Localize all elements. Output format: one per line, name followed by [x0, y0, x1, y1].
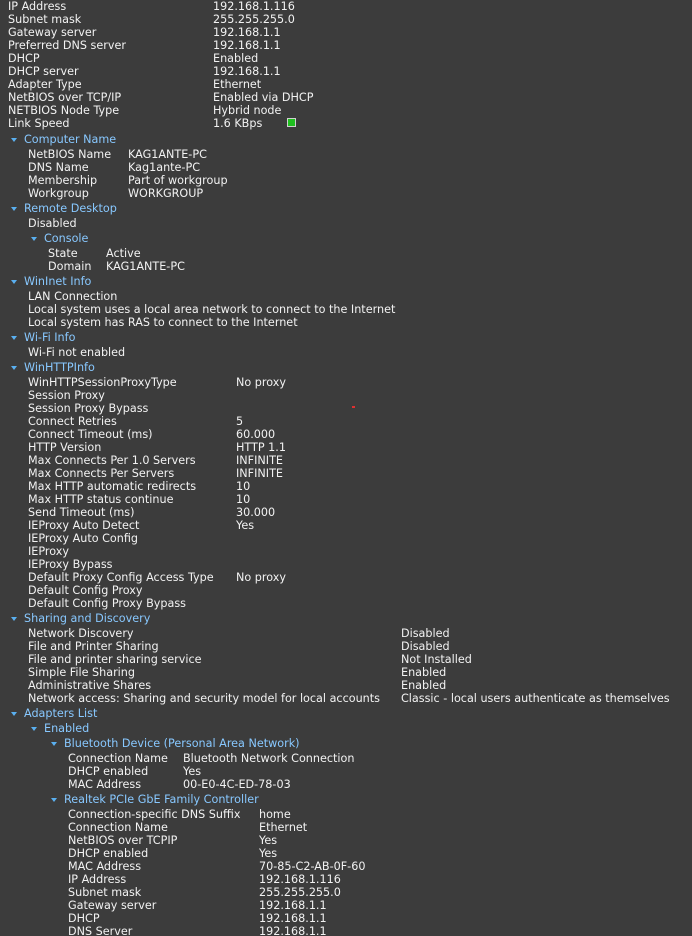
winhttp-row [0, 532, 692, 545]
row-label: IEProxy Auto Detect [28, 519, 140, 532]
row-label: Network access: Sharing and security model for local accounts [28, 692, 380, 705]
row-value: 1.6 KBps [213, 117, 263, 130]
winhttp-row [0, 454, 692, 467]
row-label: Subnet mask [8, 13, 82, 26]
row-label: Simple File Sharing [28, 666, 135, 679]
sharing-row [0, 666, 692, 679]
row-label: Gateway server [68, 899, 157, 912]
row-value: No proxy [236, 571, 286, 584]
row-label: WinHTTPSessionProxyType [28, 376, 177, 389]
row-value: Yes [259, 847, 278, 860]
top-info-row [0, 91, 692, 104]
section-title: WinInet Info [24, 275, 92, 288]
row-value: Yes [236, 519, 255, 532]
section-title: Adapters List [24, 707, 98, 720]
row-label: Max Connects Per 1.0 Servers [28, 454, 196, 467]
section-adapters-list[interactable] [0, 707, 692, 720]
row-label: Connection-specific DNS Suffix [68, 808, 241, 821]
sharing-row [0, 627, 692, 640]
winhttp-row [0, 428, 692, 441]
row-value: 60.000 [236, 428, 276, 441]
wininet-line [0, 303, 692, 316]
row-value: Disabled [401, 627, 450, 640]
expand-arrow-icon[interactable] [51, 798, 57, 802]
row-label: DNS Server [68, 925, 133, 936]
adapter-realtek[interactable] [0, 793, 692, 806]
expand-arrow-icon[interactable] [51, 742, 57, 746]
top-info-row [0, 0, 692, 13]
row-value: Disabled [401, 640, 450, 653]
row-value: 10 [236, 493, 251, 506]
row-label: File and Printer Sharing [28, 640, 159, 653]
row-value: INFINITE [236, 467, 283, 480]
row-label: DHCP enabled [68, 847, 149, 860]
wifi-line [0, 346, 692, 359]
row-value: Ethernet [213, 78, 262, 91]
row-label: Default Config Proxy [28, 584, 143, 597]
winhttp-row [0, 558, 692, 571]
row-value: 192.168.1.1 [213, 65, 281, 78]
row-value: 192.168.1.1 [213, 39, 281, 52]
top-info-row [0, 117, 692, 130]
realtek-row [0, 899, 692, 912]
row-value: 30.000 [236, 506, 276, 519]
section-winhttp-info[interactable] [0, 361, 692, 374]
row-value: 192.168.1.1 [259, 912, 327, 925]
expand-arrow-icon[interactable] [11, 617, 17, 621]
section-console[interactable] [0, 232, 692, 245]
winhttp-row [0, 519, 692, 532]
row-value: 192.168.1.1 [259, 899, 327, 912]
section-title: Sharing and Discovery [24, 612, 151, 625]
row-value: No proxy [236, 376, 286, 389]
row-label: Adapter Type [8, 78, 82, 91]
section-computer-name[interactable] [0, 133, 692, 146]
section-title: Bluetooth Device (Personal Area Network) [64, 737, 300, 750]
row-value: KAG1ANTE-PC [106, 260, 185, 273]
row-value: 255.255.255.0 [213, 13, 295, 26]
bluetooth-row [0, 752, 692, 765]
realtek-row [0, 834, 692, 847]
row-label: IP Address [68, 873, 127, 886]
top-info-row [0, 78, 692, 91]
row-value: Enabled [213, 52, 259, 65]
row-value: Classic - local users authenticate as themselves [401, 692, 670, 705]
row-label: IEProxy [28, 545, 70, 558]
expand-arrow-icon[interactable] [11, 207, 17, 211]
expand-arrow-icon[interactable] [11, 138, 17, 142]
wininet-line [0, 290, 692, 303]
winhttp-row [0, 493, 692, 506]
top-info-row [0, 13, 692, 26]
section-wininet-info[interactable] [0, 275, 692, 288]
realtek-row [0, 925, 692, 936]
red-mark [352, 406, 355, 408]
expand-arrow-icon[interactable] [11, 336, 17, 340]
row-value: Yes [183, 765, 202, 778]
row-value: Enabled [401, 666, 447, 679]
realtek-row [0, 873, 692, 886]
row-value: Bluetooth Network Connection [183, 752, 355, 765]
row-label: Connection Name [68, 752, 168, 765]
section-adapters-enabled[interactable] [0, 722, 692, 735]
sharing-row [0, 640, 692, 653]
row-value: Part of workgroup [128, 174, 228, 187]
row-value: 192.168.1.116 [213, 0, 295, 13]
bluetooth-row [0, 765, 692, 778]
winhttp-row [0, 467, 692, 480]
row-label: Connection Name [68, 821, 168, 834]
row-label: Gateway server [8, 26, 97, 39]
section-title: Console [44, 232, 89, 245]
row-label: Session Proxy Bypass [28, 402, 149, 415]
row-label: NetBIOS Name [28, 148, 112, 161]
section-remote-desktop[interactable] [0, 202, 692, 215]
info-text: LAN Connection [28, 290, 118, 303]
row-label: DHCP [8, 52, 40, 65]
sharing-row [0, 692, 692, 705]
row-label: Max HTTP status continue [28, 493, 174, 506]
row-label: Connect Timeout (ms) [28, 428, 153, 441]
computer-name-row [0, 161, 692, 174]
row-value: WORKGROUP [128, 187, 204, 200]
realtek-row [0, 912, 692, 925]
row-value: Hybrid node [213, 104, 282, 117]
remote-desktop-status [0, 217, 692, 230]
section-title: Remote Desktop [24, 202, 117, 215]
info-text: Wi-Fi not enabled [28, 346, 126, 359]
realtek-row [0, 847, 692, 860]
row-label: Administrative Shares [28, 679, 152, 692]
section-wifi-info[interactable] [0, 331, 692, 344]
winhttp-row [0, 376, 692, 389]
row-value: Active [106, 247, 141, 260]
row-value: Kag1ante-PC [128, 161, 201, 174]
row-value: 10 [236, 480, 251, 493]
row-label: Membership [28, 174, 98, 187]
winhttp-row [0, 584, 692, 597]
sharing-row [0, 653, 692, 666]
row-label: Default Proxy Config Access Type [28, 571, 214, 584]
row-label: DHCP enabled [68, 765, 149, 778]
row-label: MAC Address [68, 860, 142, 873]
computer-name-row [0, 174, 692, 187]
row-label: MAC Address [68, 778, 142, 791]
realtek-row [0, 808, 692, 821]
row-label: Session Proxy [28, 389, 105, 402]
row-value: Yes [259, 834, 278, 847]
realtek-row [0, 886, 692, 899]
adapter-bluetooth[interactable] [0, 737, 692, 750]
row-label: Domain [48, 260, 92, 273]
winhttp-row [0, 571, 692, 584]
winhttp-row [0, 506, 692, 519]
row-label: IEProxy Bypass [28, 558, 113, 571]
section-title: Computer Name [24, 133, 117, 146]
winhttp-row [0, 597, 692, 610]
row-value: 192.168.1.1 [259, 925, 327, 936]
section-title: Enabled [44, 722, 90, 735]
row-label: DHCP server [8, 65, 79, 78]
section-title: Wi-Fi Info [24, 331, 76, 344]
row-label: Preferred DNS server [8, 39, 126, 52]
link-speed-indicator-icon [287, 118, 296, 127]
row-label: DHCP [68, 912, 100, 925]
info-text: Local system uses a local area network to connect to the Internet [28, 303, 396, 316]
row-label: Send Timeout (ms) [28, 506, 135, 519]
row-label: Default Config Proxy Bypass [28, 597, 186, 610]
row-label: IP Address [8, 0, 67, 13]
expand-arrow-icon[interactable] [11, 280, 17, 284]
top-info-row [0, 52, 692, 65]
sharing-row [0, 679, 692, 692]
computer-name-row [0, 148, 692, 161]
row-label: NetBIOS over TCPIP [68, 834, 178, 847]
row-label: Max HTTP automatic redirects [28, 480, 197, 493]
top-info-row [0, 39, 692, 52]
row-label: Network Discovery [28, 627, 134, 640]
info-text: Disabled [28, 217, 77, 230]
row-label: State [48, 247, 78, 260]
top-info-row [0, 65, 692, 78]
row-label: NetBIOS over TCP/IP [8, 91, 122, 104]
row-value: KAG1ANTE-PC [128, 148, 207, 161]
realtek-row [0, 860, 692, 873]
winhttp-row [0, 545, 692, 558]
section-title: WinHTTPInfo [24, 361, 95, 374]
realtek-row [0, 821, 692, 834]
row-label: HTTP Version [28, 441, 102, 454]
top-info-row [0, 104, 692, 117]
row-label: Connect Retries [28, 415, 117, 428]
row-value: 00-E0-4C-ED-78-03 [183, 778, 291, 791]
computer-name-row [0, 187, 692, 200]
row-label: Subnet mask [68, 886, 142, 899]
row-value: Enabled [401, 679, 447, 692]
row-label: File and printer sharing service [28, 653, 202, 666]
top-info-row [0, 26, 692, 39]
row-label: Max Connects Per Servers [28, 467, 175, 480]
wininet-line [0, 316, 692, 329]
row-value: Not Installed [401, 653, 472, 666]
row-value: 5 [236, 415, 244, 428]
info-text: Local system has RAS to connect to the Internet [28, 316, 298, 329]
expand-arrow-icon[interactable] [11, 366, 17, 370]
row-label: Workgroup [28, 187, 89, 200]
row-label: Link Speed [8, 117, 70, 130]
row-label: IEProxy Auto Config [28, 532, 138, 545]
row-value: 255.255.255.0 [259, 886, 341, 899]
row-value: Enabled via DHCP [213, 91, 314, 104]
expand-arrow-icon[interactable] [11, 712, 17, 716]
winhttp-row [0, 441, 692, 454]
row-label: NETBIOS Node Type [8, 104, 120, 117]
winhttp-row [0, 402, 692, 415]
row-value: home [259, 808, 291, 821]
row-value: HTTP 1.1 [236, 441, 286, 454]
row-value: 70-85-C2-AB-0F-60 [259, 860, 366, 873]
bluetooth-row [0, 778, 692, 791]
section-sharing-discovery[interactable] [0, 612, 692, 625]
row-value: 192.168.1.1 [213, 26, 281, 39]
row-value: Ethernet [259, 821, 308, 834]
section-title: Realtek PCIe GbE Family Controller [64, 793, 259, 806]
console-row [0, 247, 692, 260]
expand-arrow-icon[interactable] [31, 727, 37, 731]
row-label: DNS Name [28, 161, 89, 174]
winhttp-row [0, 480, 692, 493]
row-value: INFINITE [236, 454, 283, 467]
row-value: 192.168.1.116 [259, 873, 341, 886]
winhttp-row [0, 389, 692, 402]
expand-arrow-icon[interactable] [31, 237, 37, 241]
console-row [0, 260, 692, 273]
winhttp-row [0, 415, 692, 428]
